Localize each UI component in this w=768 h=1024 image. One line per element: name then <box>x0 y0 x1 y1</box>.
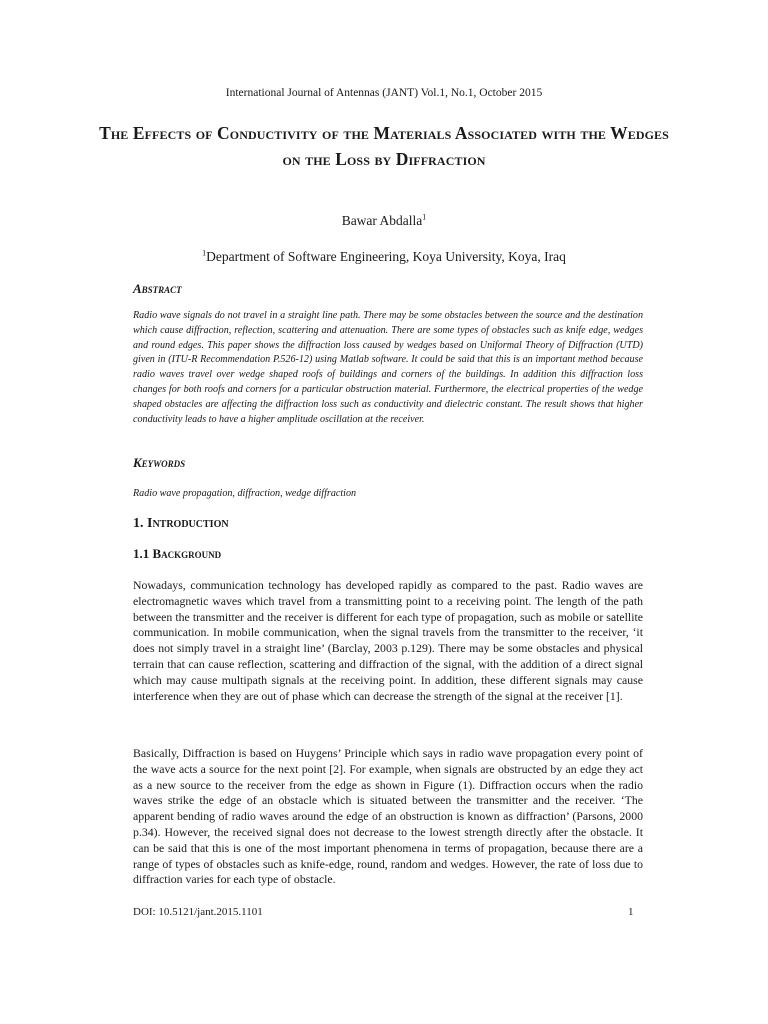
author-name: Bawar Abdalla <box>341 213 423 228</box>
affiliation-text: Department of Software Engineering, Koya University, Koya, Iraq <box>206 249 566 264</box>
affiliation-mark: 1 <box>202 248 207 258</box>
body-paragraph: Nowadays, communication technology has developed rapidly as compared to the past. Radio waves are electromagnetic waves which travel from a transmitting point to a receiving point. The length of the path between the transmitter and the receiver is different for each type of propagation, such as mobile or satellite communication. In mobile communication, when the signal travels from the transmitter to the receiver, ‘it does not simply travel in a straight line’ (Barclay, 2003 p.129). There may be some obstacles and physical terrain that can cause reflection, scattering and diffraction of the signal, with the addition of a direct signal which may cause multipath signals at the receiving point. In addition, these different signals may cause interference when they are out of phase which can decrease the strength of the signal at the receiver [1]. <box>133 578 643 703</box>
subsection-heading-background: 1.1 Background <box>133 546 222 561</box>
page-number: 1 <box>628 906 634 918</box>
section-heading-introduction: 1. Introduction <box>133 516 229 531</box>
body-paragraph: Basically, Diffraction is based on Huygens’ Principle which says in radio wave propagation every point of the wave acts a source for the next point [2]. For example, when signals are obstructed by an edge they act as a new source to the receiver from the edge as shown in Figure (1). Diffraction occurs when the radio waves strike the edge of an obstacle which is situated between the transmitter and the receiver. ‘The apparent bending of radio waves around the edge of an obstruction is known as diffraction’ (Parsons, 2000 p.34). However, the received signal does not decrease to the lowest strength directly after the obstacle. It can be said that this is one of the most important phenomena in terms of propagation, because there are a range of types of obstacles such as knife-edge, round, random and wedges. However, the rate of loss due to diffraction varies for each type of obstacle. <box>133 746 643 887</box>
abstract-text: Radio wave signals do not travel in a straight line path. There may be some obstacles between the source and the destination which cause diffraction, reflection, scattering and attenuation. There are some types of obstacles such as knife edge, wedges and round edges. This paper shows the diffraction loss caused by wedges based on Uniformal Theory of Diffraction (UTD) given in (ITU-R Recommendation P.526-12) using Matlab software. It could be said that this is an important method because radio waves travel over wedge shaped roofs of buildings and corners of the buildings. In addition this diffraction loss changes for both roofs and corners for a particular obstruction material. Furthermore, the electrical properties of the wedge shaped obstacles are affecting the diffraction loss such as conductivity and dielectric constant. The result shows that higher conductivity leads to have a higher amplitude oscillation at the receiver. <box>133 310 643 425</box>
author-line <box>0 213 768 229</box>
paper-title: The Effects of Conductivity of the Materials Associated with the Wedges on the Loss by Diffraction <box>99 123 669 169</box>
abstract-heading: Abstract <box>133 281 182 296</box>
journal-header: International Journal of Antennas (JANT) Vol.1, No.1, October 2015 <box>225 87 543 99</box>
author-affiliation-mark: 1 <box>422 212 427 222</box>
keywords-text: Radio wave propagation, diffraction, wedge diffraction <box>133 488 357 499</box>
keywords-heading: Keywords <box>133 455 186 470</box>
affiliation-line <box>0 249 768 265</box>
footer-doi: DOI: 10.5121/jant.2015.1101 <box>133 906 263 918</box>
